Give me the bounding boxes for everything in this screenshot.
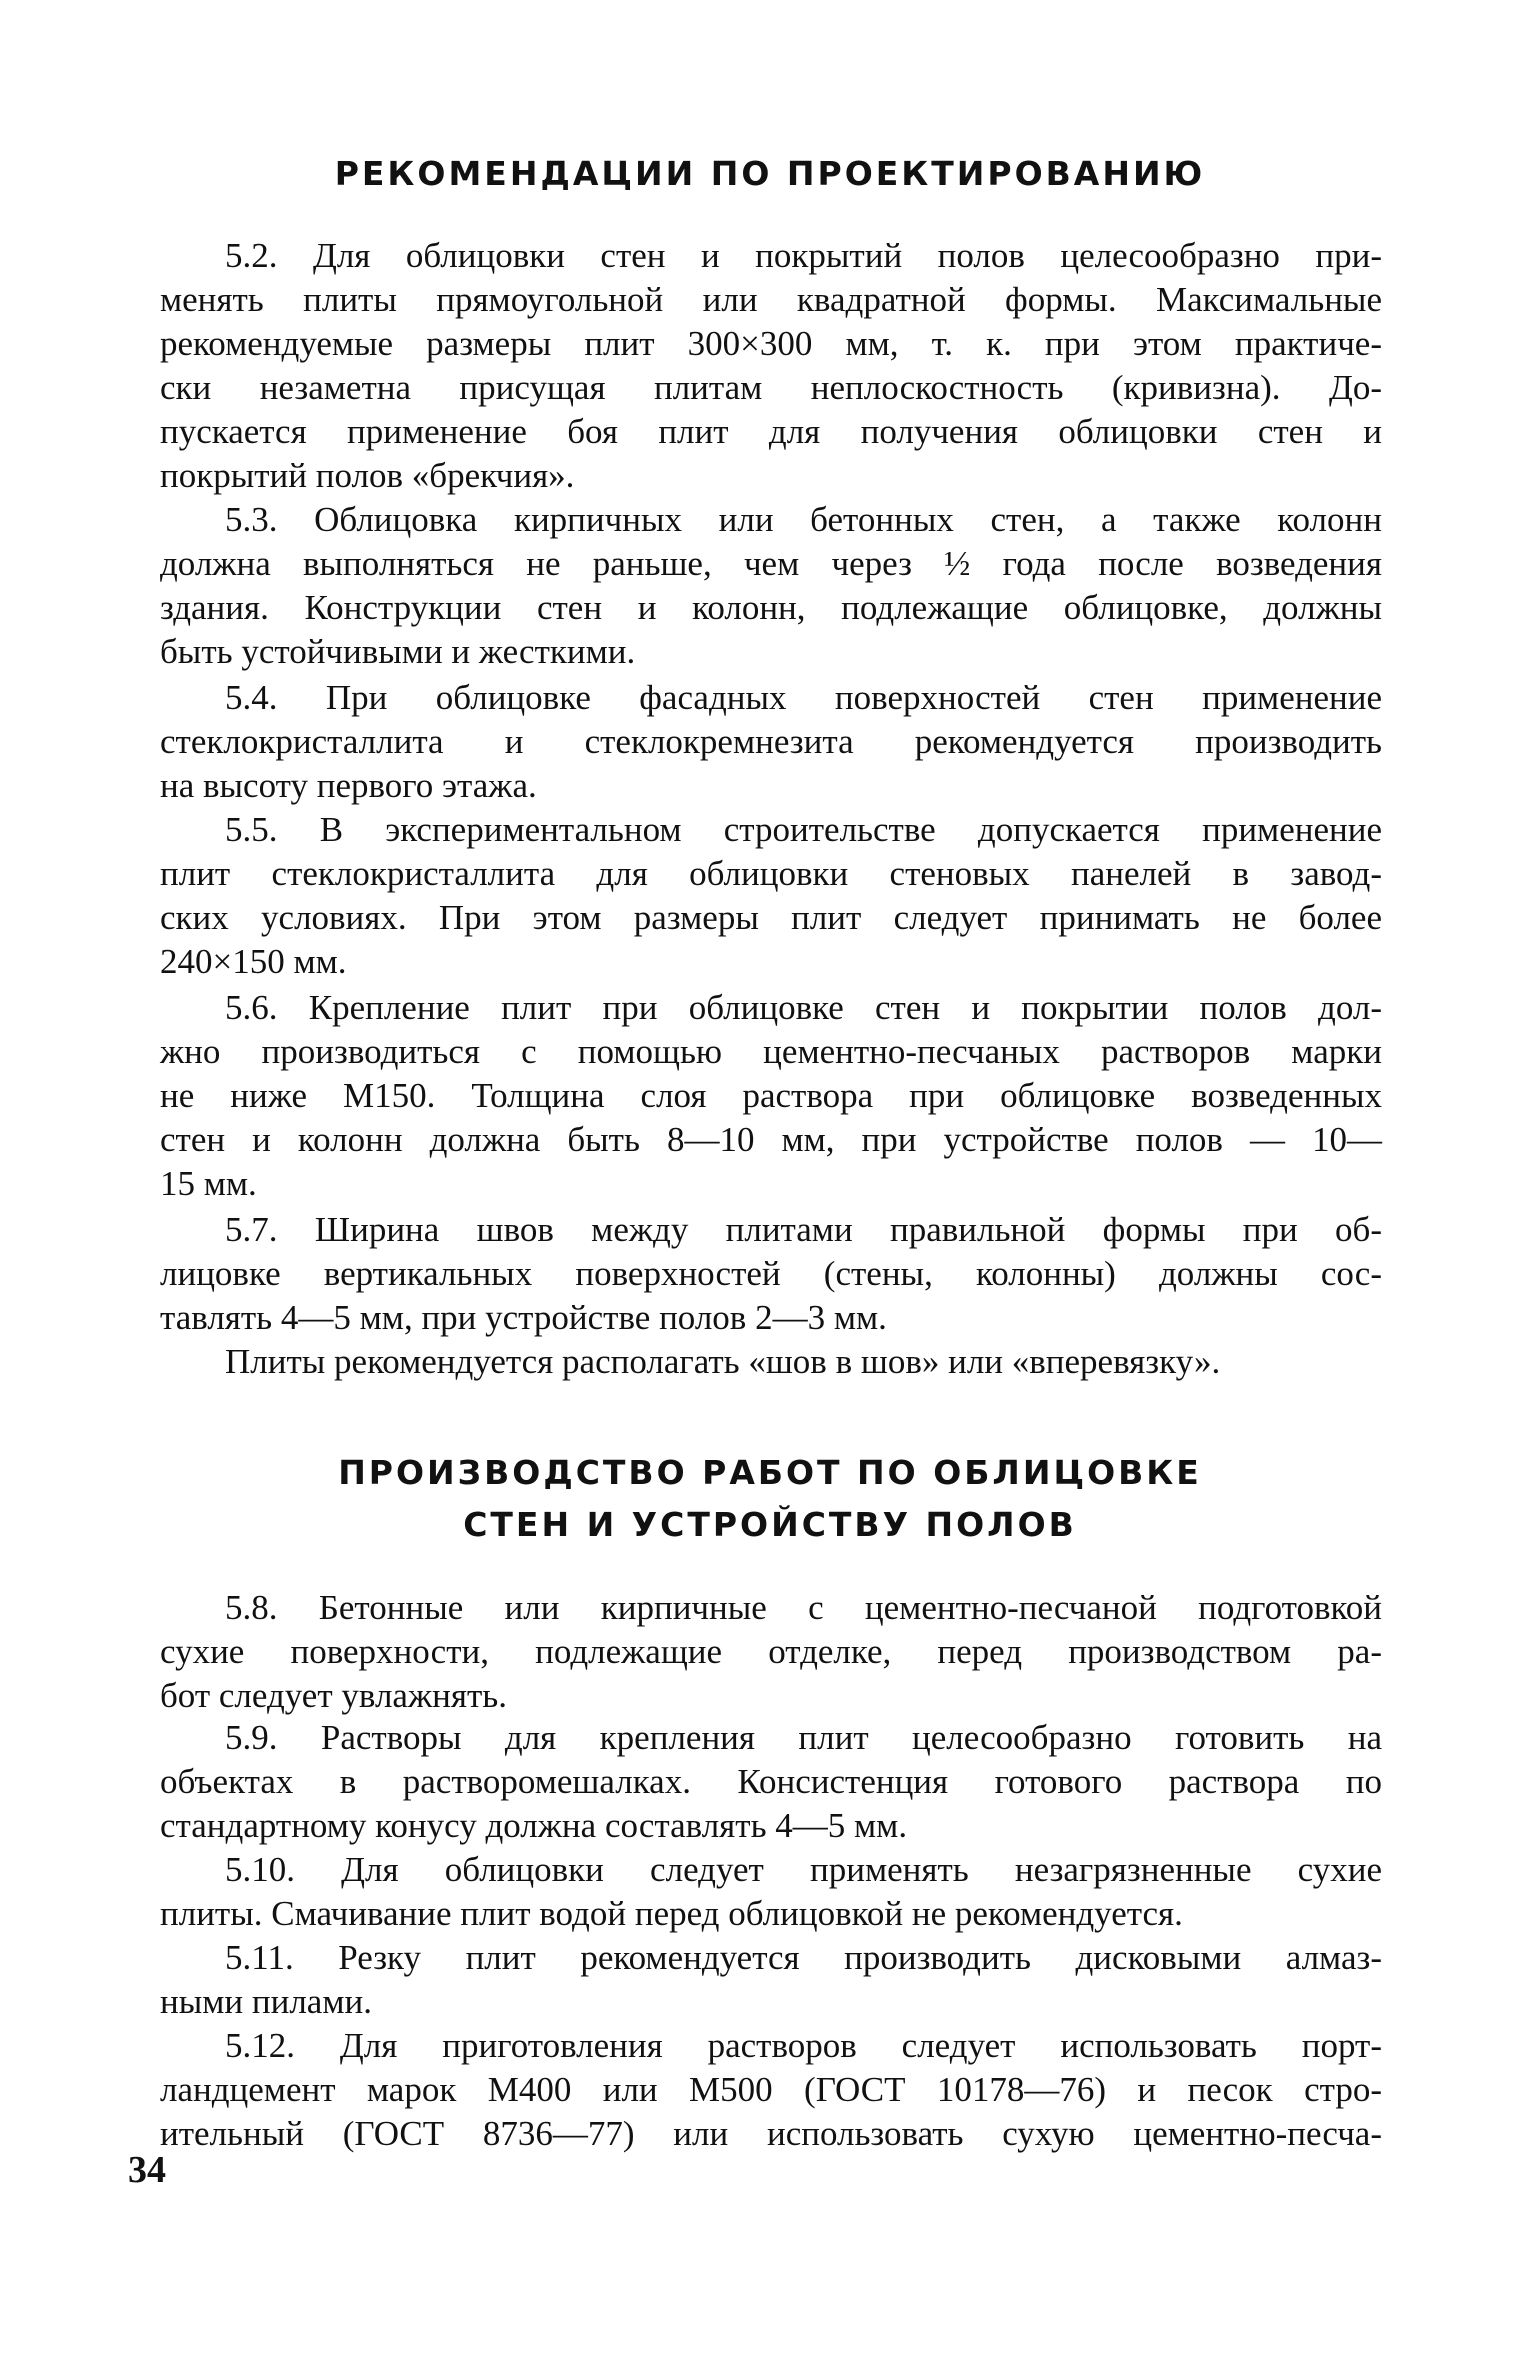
text-line: Плиты рекомендуется располагать «шов в шов» или «вперевязку». — [225, 1342, 1221, 1381]
text-line: 5.2. Для облицовки стен и покрытий полов целесообразно при- — [225, 236, 1382, 275]
text-line: 5.11. Резку плит рекомендуется производить дисковыми алмаз- — [225, 1938, 1382, 1977]
text-line: быть устойчивыми и жесткими. — [160, 632, 636, 671]
text-line: лицовке вертикальных поверхностей (стены, колонны) должны сос- — [160, 1254, 1382, 1293]
paragraph-5-10 — [160, 1848, 1382, 1936]
text-line: 5.3. Облицовка кирпичных или бетонных стен, а также колонн — [225, 500, 1382, 539]
text-line: объектах в растворомешалках. Консистенция готового раствора по — [160, 1762, 1382, 1801]
text-line: 5.5. В экспериментальном строительстве допускается применение — [225, 810, 1382, 849]
page-number: 34 — [128, 2149, 166, 2191]
section-heading-work-production — [160, 1447, 1380, 1551]
paragraph-5-2 — [160, 234, 1382, 498]
heading-line: СТЕН И УСТРОЙСТВУ ПОЛОВ — [463, 1505, 1077, 1544]
text-line: 15 мм. — [160, 1164, 257, 1203]
text-line: 5.6. Крепление плит при облицовке стен и покрытии полов дол- — [225, 988, 1382, 1027]
text-line: ительный (ГОСТ 8736—77) или использовать сухую цементно-песча- — [160, 2114, 1382, 2153]
text-line: ландцемент марок М400 или М500 (ГОСТ 10178—76) и песок стро- — [160, 2070, 1382, 2109]
text-line: сухие поверхности, подлежащие отделке, перед производством ра- — [160, 1632, 1382, 1671]
text-line: не ниже М150. Толщина слоя раствора при облицовке возведенных — [160, 1076, 1382, 1115]
text-line: бот следует увлажнять. — [160, 1676, 507, 1715]
text-line: 5.7. Ширина швов между плитами правильной формы при об- — [225, 1210, 1382, 1249]
text-line: должна выполняться не раньше, чем через ½ года после возведения — [160, 544, 1382, 583]
text-line: стен и колонн должна быть 8—10 мм, при устройстве полов — 10— — [160, 1120, 1382, 1159]
paragraph-5-3 — [160, 498, 1382, 674]
paragraph-5-11 — [160, 1936, 1382, 2024]
paragraph-5-12 — [160, 2024, 1382, 2156]
paragraph-tile-layout — [160, 1340, 1382, 1384]
text-line: здания. Конструкции стен и колонн, подлежащие облицовке, должны — [160, 588, 1382, 627]
paragraph-5-8 — [160, 1586, 1382, 1718]
text-line: рекомендуемые размеры плит 300×300 мм, т. к. при этом практиче- — [160, 324, 1382, 363]
section-heading-design-recommendations — [160, 148, 1380, 200]
text-line: ски незаметна присущая плитам неплоскостность (кривизна). До- — [160, 368, 1382, 407]
text-line: 240×150 мм. — [160, 942, 347, 981]
text-line: 5.4. При облицовке фасадных поверхностей стен применение — [225, 678, 1382, 717]
text-line: менять плиты прямоугольной или квадратной формы. Максимальные — [160, 280, 1382, 319]
paragraph-5-4 — [160, 676, 1382, 808]
text-line: плиты. Смачивание плит водой перед облицовкой не рекомендуется. — [160, 1894, 1183, 1933]
text-line: на высоту первого этажа. — [160, 766, 537, 805]
heading-line: РЕКОМЕНДАЦИИ ПО ПРОЕКТИРОВАНИЮ — [334, 154, 1206, 193]
text-line: жно производиться с помощью цементно-песчаных растворов марки — [160, 1032, 1382, 1071]
text-line: ными пилами. — [160, 1982, 372, 2021]
text-line: плит стеклокристаллита для облицовки стеновых панелей в завод- — [160, 854, 1382, 893]
text-line: покрытий полов «брекчия». — [160, 456, 575, 495]
text-line: ских условиях. При этом размеры плит следует принимать не более — [160, 898, 1382, 937]
text-line: пускается применение боя плит для получения облицовки стен и — [160, 412, 1382, 451]
heading-line: ПРОИЗВОДСТВО РАБОТ ПО ОБЛИЦОВКЕ — [338, 1453, 1202, 1492]
text-line: 5.8. Бетонные или кирпичные с цементно-песчаной подготовкой — [225, 1588, 1382, 1627]
text-line: стандартному конусу должна составлять 4—5 мм. — [160, 1806, 908, 1845]
paragraph-5-6 — [160, 986, 1382, 1206]
text-line: стеклокристаллита и стеклокремнезита рекомендуется производить — [160, 722, 1382, 761]
text-line: 5.10. Для облицовки следует применять незагрязненные сухие — [225, 1850, 1382, 1889]
paragraph-5-9 — [160, 1716, 1382, 1848]
text-line: 5.9. Растворы для крепления плит целесообразно готовить на — [225, 1718, 1382, 1757]
text-line: тавлять 4—5 мм, при устройстве полов 2—3 мм. — [160, 1298, 887, 1337]
paragraph-5-5 — [160, 808, 1382, 984]
text-line: 5.12. Для приготовления растворов следует использовать порт- — [225, 2026, 1382, 2065]
paragraph-5-7 — [160, 1208, 1382, 1340]
